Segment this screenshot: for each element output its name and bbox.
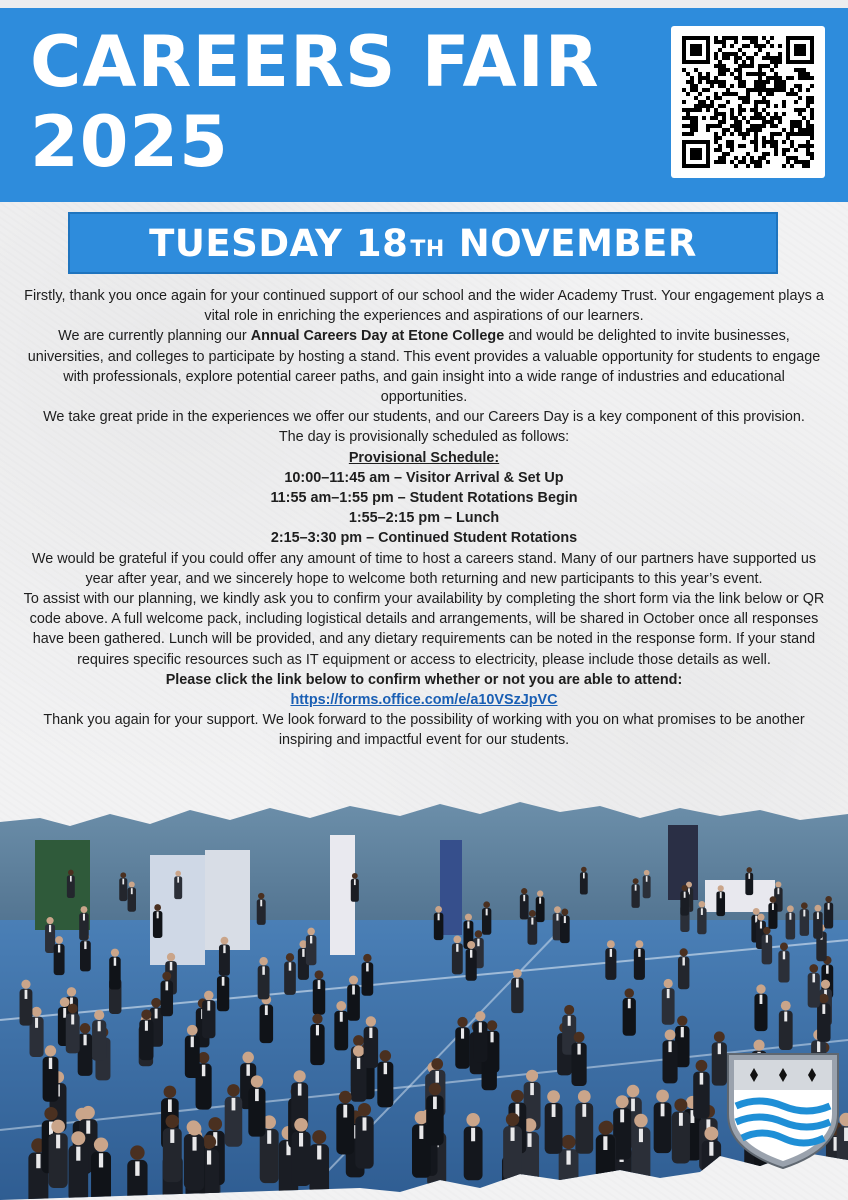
careers-fair-photo xyxy=(0,800,848,1200)
title-line-2: 2025 xyxy=(30,101,229,183)
date-weekday: TUESDAY xyxy=(149,221,343,265)
form-link[interactable]: https://forms.office.com/e/a10VSzJpVC xyxy=(290,692,558,709)
paragraph-intro: Firstly, thank you once again for your continued support of our school and the wider Academy Trust. Your engagement plays a vital role in enriching the experiences and aspirations of our learners. xyxy=(24,288,824,325)
qr-code-icon[interactable] xyxy=(671,26,825,178)
paragraph-planning xyxy=(22,326,826,407)
page-title xyxy=(30,22,670,182)
form-link-line xyxy=(22,690,826,710)
letter-body xyxy=(22,286,826,751)
title-line-1: CAREERS FAIR xyxy=(30,21,600,103)
event-name: Annual Careers Day at Etone College xyxy=(250,328,505,345)
header-banner xyxy=(0,0,848,202)
schedule-item: 1:55–2:15 pm – Lunch xyxy=(348,510,500,527)
paragraph-pride: We take great pride in the experiences we offer our students, and our Careers Day is a key component of this provision. xyxy=(43,409,805,426)
call-to-action: Please click the link below to confirm whether or not you are able to attend: xyxy=(165,671,683,688)
schedule-item: 10:00–11:45 am – Visitor Arrival & Set Up xyxy=(284,469,564,486)
school-crest-icon xyxy=(724,1050,842,1175)
paragraph-request: We would be grateful if you could offer any amount of time to host a careers stand. Many of our partners have supported us year after year, and we sincerely hope to welcome both returning and new participants to this year’s event. xyxy=(31,550,817,587)
date-month: NOVEMBER xyxy=(458,221,697,265)
date-banner xyxy=(68,212,778,274)
paragraph-logistics: To assist with our planning, we kindly ask you to confirm your availability by completing the short form via the link below or QR code above. A full welcome pack, including logistical details and arrangements, will be shared in October once all responses have been gathered. Lunch will be provided, and any dietary requirements can be noted in the response form. If your stand requires specific resources such as IT equipment or access to electricity, please include those details as well. xyxy=(23,591,825,668)
schedule-title: Provisional Schedule: xyxy=(348,449,500,466)
header-top-strip xyxy=(0,0,848,8)
paragraph-planning-end: and would be delighted to invite businesses, universities, and colleges to participate by hosting a stand. This event provides a valuable opportunity for students to engage with professionals, explore potential career paths, and gain insight into a wide range of industries and educational opportunities. xyxy=(27,328,821,406)
date-day: 18 xyxy=(355,221,409,265)
schedule-item: 2:15–3:30 pm – Continued Student Rotations xyxy=(270,530,578,547)
schedule-item: 11:55 am–1:55 pm – Student Rotations Begin xyxy=(270,490,578,507)
date-suffix: TH xyxy=(410,236,445,262)
paragraph-schedule-intro: The day is provisionally scheduled as follows: xyxy=(278,429,570,446)
paragraph-planning-start: We are currently planning our xyxy=(58,328,251,345)
paragraph-closing: Thank you again for your support. We look forward to the possibility of working with you on what promises to be another inspiring and impactful event for our students. xyxy=(43,712,805,749)
